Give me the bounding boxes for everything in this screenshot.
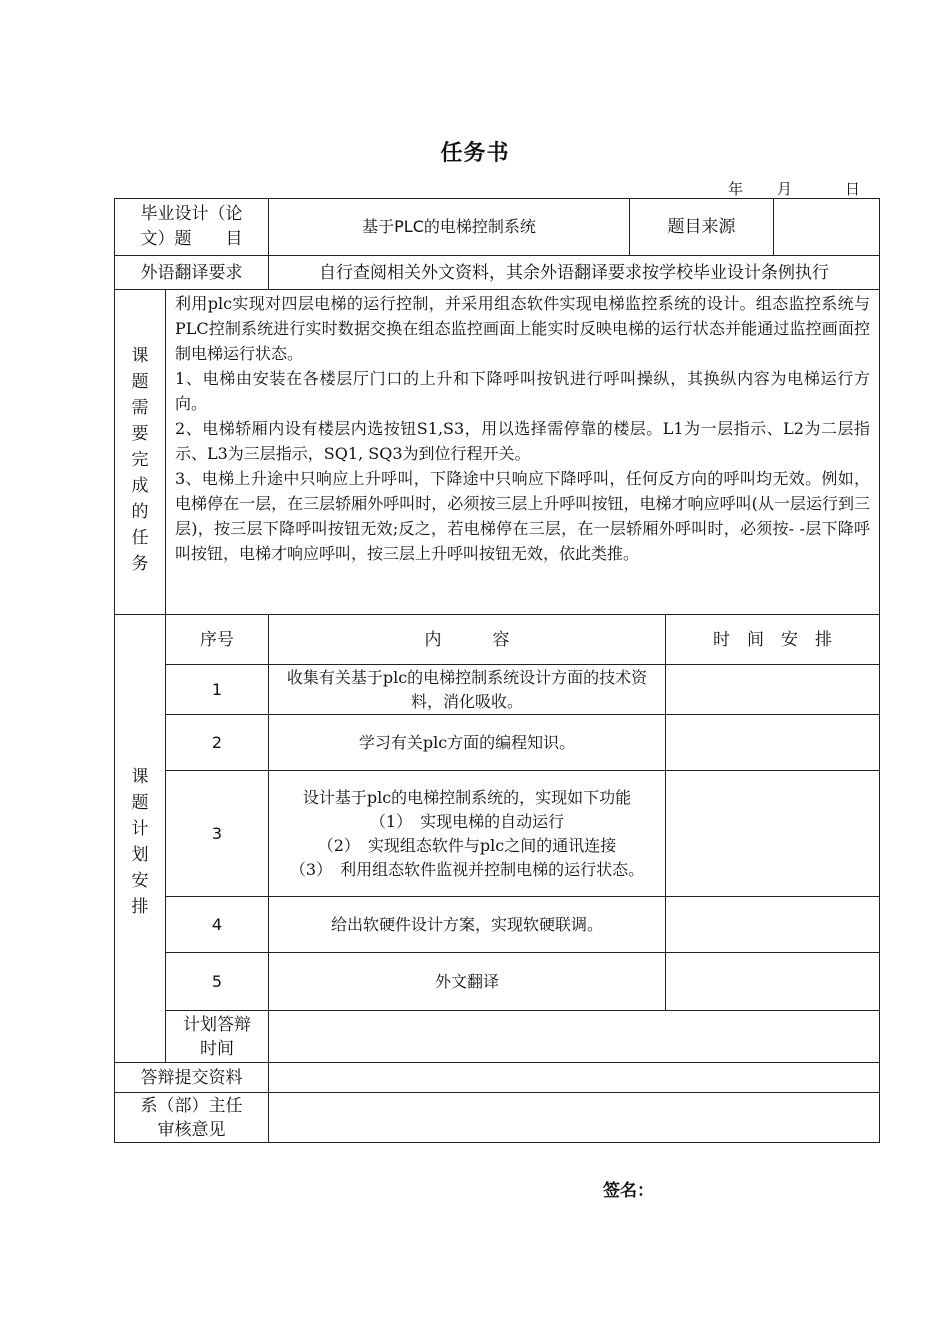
plan-row-no: 5 [211, 971, 223, 991]
plan-header-content: 内 容 [424, 629, 510, 650]
plan-row-content [269, 771, 665, 896]
plan-row-time [666, 953, 879, 1010]
plan-row-content: 收集有关基于plc的电梯控制系统设计方面的技术资料，消化吸收。 [286, 667, 648, 711]
topic-label: 毕业设计（论文）题 目 [140, 204, 243, 249]
dept-review-value [269, 1093, 879, 1142]
date-day-label: 日 [845, 180, 861, 198]
task-label: 课题需要完成的任务 [131, 346, 149, 574]
task-paragraph: 利用plc实现对四层电梯的运行控制，并采用组态软件实现电梯监控系统的设计。组态监控系统与PLC控制系统进行实时数据交换在组态监控画面上能实时反映电梯的运行状态并能通过监控画面控制电梯运行状态。 [175, 294, 870, 363]
plan-row-no: 1 [211, 679, 223, 699]
defense-materials-label: 答辩提交资料 [140, 1067, 243, 1088]
plan-row-no: 2 [211, 732, 223, 752]
plan-content-line: 设计基于plc的电梯控制系统的，实现如下功能 [302, 787, 632, 807]
plan-row-time [666, 897, 879, 952]
task-paragraph: 3、电梯上升途中只响应上升呼叫，下降途中只响应下降呼叫，任何反方向的呼叫均无效。例如，电梯停在一层，在三层轿厢外呼叫时，必须按三层上升呼叫按钮，电梯才响应呼叫(从一层运行到三层)，按三层下降呼叫按钮无效;反之，若电梯停在三层，在一层轿厢外呼叫时，必须按- -层下降呼叫按钮，电梯才响应呼叫，按三层上升呼叫按钮无效，依此类推。 [175, 469, 870, 563]
plan-row-content: 学习有关plc方面的编程知识。 [358, 732, 576, 752]
plan-header-time: 时 间 安 排 [713, 629, 832, 650]
date-year-label: 年 [728, 180, 744, 198]
plan-row-time [666, 771, 879, 896]
plan-row-no: 3 [211, 823, 223, 843]
task-paragraph: 1、电梯由安装在各楼层厅门口的上升和下降呼叫按钒进行呼叫操纵，其换纵内容为电梯运行方向。 [175, 369, 870, 413]
source-value [774, 199, 879, 255]
defense-materials-value [269, 1063, 879, 1092]
plan-row-content: 外文翻译 [434, 971, 499, 991]
translation-value: 自行查阅相关外文资料，其余外语翻译要求按学校毕业设计条例执行 [319, 262, 829, 283]
signature-label: 签名： [603, 1181, 654, 1201]
plan-row-time [666, 665, 879, 714]
plan-label: 课题计划安排 [131, 767, 149, 917]
defense-time-label: 计划答辩时间 [183, 1014, 251, 1059]
task-description [175, 291, 870, 566]
date-month-label: 月 [777, 180, 793, 198]
dept-review-label: 系（部）主任审核意见 [140, 1095, 243, 1140]
source-label: 题目来源 [667, 217, 736, 237]
plan-content-line: （2） 实现组态软件与plc之间的通讯连接 [317, 835, 617, 855]
defense-time-value [269, 1011, 879, 1062]
task-paragraph: 2、电梯轿厢内设有楼层内选按钮S1,S3，用以选择需停靠的楼层。L1为一层指示、L2为二层指示、L3为三层指示，SQ1, SQ3为到位行程开关。 [175, 419, 870, 463]
document-title: 任务书 [440, 141, 510, 166]
translation-label: 外语翻译要求 [140, 262, 243, 283]
topic-value: 基于PLC的电梯控制系统 [362, 217, 536, 236]
plan-header-no: 序号 [200, 629, 234, 650]
plan-row-no: 4 [211, 914, 223, 934]
plan-row-time [666, 715, 879, 770]
plan-row-content: 给出软硬件设计方案，实现软硬联调。 [330, 914, 603, 934]
plan-content-line: （1） 实现电梯的自动运行 [369, 811, 565, 831]
plan-content-line: （3） 利用组态软件监视并控制电梯的运行状态。 [289, 859, 645, 879]
